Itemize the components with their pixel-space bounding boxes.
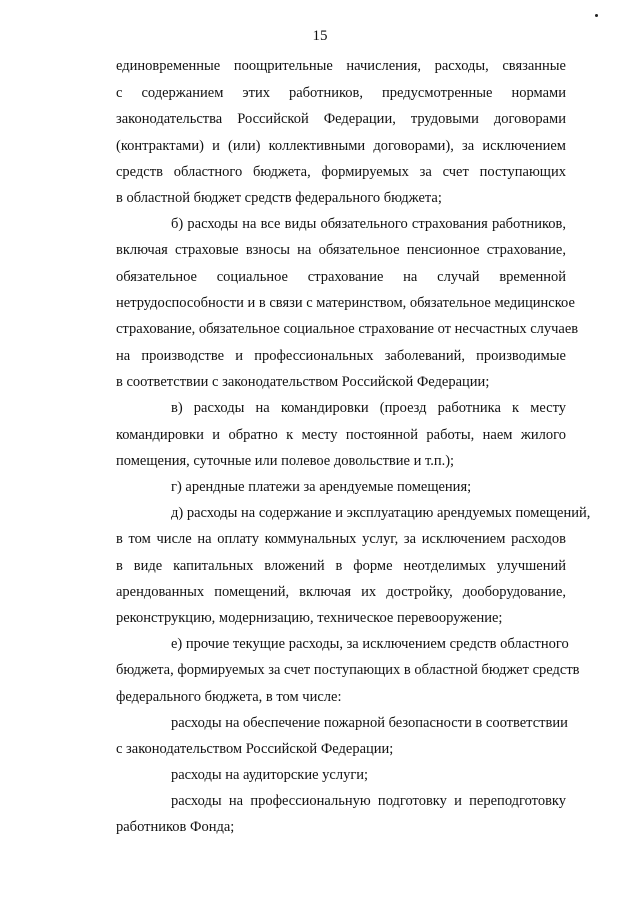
text-line: бюджета, формируемых за счет поступающих в областной бюджет средств bbox=[116, 662, 580, 678]
text-line: в соответствии с законодательством Российской Федерации; bbox=[116, 374, 490, 390]
text-line: работников Фонда; bbox=[116, 819, 235, 835]
text-line: (контрактами) и (или) коллективными договорами), за исключением bbox=[116, 138, 566, 154]
text-line: г) арендные платежи за арендуемые помещения; bbox=[171, 479, 472, 495]
text-line: расходы на обеспечение пожарной безопасности в соответствии bbox=[171, 715, 568, 731]
text-line: д) расходы на содержание и эксплуатацию арендуемых помещений, bbox=[171, 505, 591, 521]
text-line: в) расходы на командировки (проезд работника к месту bbox=[171, 400, 566, 416]
text-line: на производстве и профессиональных заболеваний, производимые bbox=[116, 348, 566, 364]
text-line: расходы на аудиторские услуги; bbox=[171, 767, 369, 783]
text-line: в областной бюджет средств федерального бюджета; bbox=[116, 190, 442, 206]
text-line: средств областного бюджета, формируемых за счет поступающих bbox=[116, 164, 566, 180]
text-line: в том числе на оплату коммунальных услуг, за исключением расходов bbox=[116, 531, 566, 547]
text-line: законодательства Российской Федерации, трудовыми договорами bbox=[116, 111, 566, 127]
text-line: в виде капитальных вложений в форме неотделимых улучшений bbox=[116, 558, 566, 574]
text-line: реконструкцию, модернизацию, техническое перевооружение; bbox=[116, 610, 503, 626]
text-line: федерального бюджета, в том числе: bbox=[116, 689, 342, 705]
text-line: страхование, обязательное социальное страхование от несчастных случаев bbox=[116, 321, 579, 337]
text-line: е) прочие текущие расходы, за исключением средств областного bbox=[171, 636, 569, 652]
text-line: помещения, суточные или полевое довольствие и т.п.); bbox=[116, 453, 455, 469]
text-line: с законодательством Российской Федерации; bbox=[116, 741, 394, 757]
text-line: единовременные поощрительные начисления, расходы, связанные bbox=[116, 58, 566, 74]
text-line: включая страховые взносы на обязательное пенсионное страхование, bbox=[116, 242, 566, 258]
scan-speck bbox=[595, 14, 598, 17]
text-line: обязательное социальное страхование на случай временной bbox=[116, 269, 566, 285]
text-line: с содержанием этих работников, предусмотренные нормами bbox=[116, 85, 566, 101]
page-number: 15 bbox=[312, 28, 328, 44]
text-line: командировки и обратно к месту постоянной работы, наем жилого bbox=[116, 427, 566, 443]
text-line: б) расходы на все виды обязательного страхования работников, bbox=[171, 216, 566, 232]
text-line: нетрудоспособности и в связи с материнством, обязательное медицинское bbox=[116, 295, 575, 311]
text-line: расходы на профессиональную подготовку и переподготовку bbox=[171, 793, 566, 809]
text-line: арендованных помещений, включая их достройку, дооборудование, bbox=[116, 584, 566, 600]
